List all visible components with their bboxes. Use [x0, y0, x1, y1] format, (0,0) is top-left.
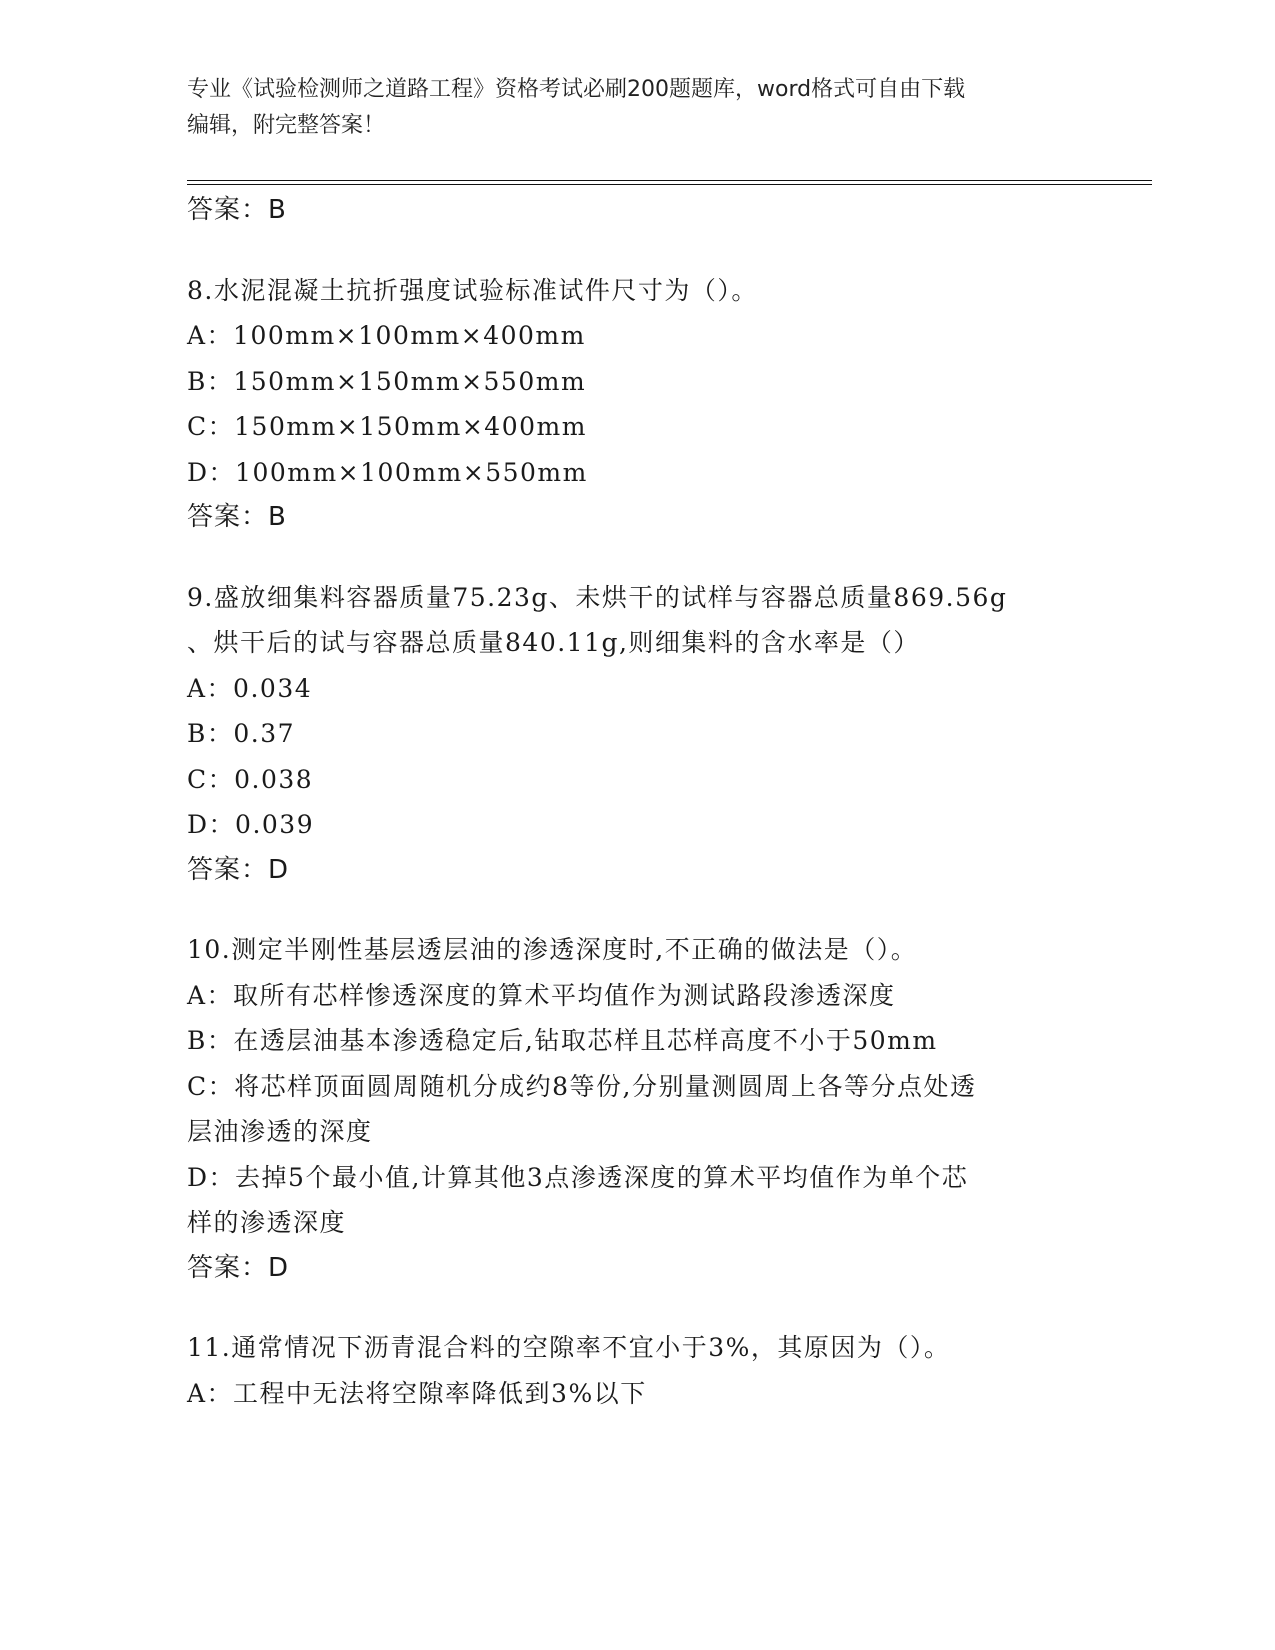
option-b: B：0.37	[187, 719, 296, 748]
option-c-line-1: C：将芯样顶面圆周随机分成约8等份,分别量测圆周上各等分点处透	[187, 1071, 977, 1101]
answer-line: 答案：B	[187, 502, 287, 532]
question-list	[187, 188, 1067, 1416]
question-stem: 8.水泥混凝土抗折强度试验标准试件尺寸为（）。	[187, 275, 758, 305]
spacer	[187, 541, 1067, 575]
spacer	[187, 1291, 1067, 1325]
option-d-line-2: 样的渗透深度	[187, 1208, 347, 1237]
option-b: B：在透层油基本渗透稳定后,钻取芯样且芯样高度不小于50mm	[187, 1026, 938, 1055]
answer-line: 答案：D	[187, 854, 290, 885]
question-stem: 10.测定半刚性基层透层油的渗透深度时,不正确的做法是（）。	[187, 935, 918, 964]
question-11	[187, 1325, 1067, 1416]
header-rule-bottom	[187, 184, 1152, 185]
spacer	[187, 234, 1067, 268]
question-8	[187, 268, 1067, 541]
header-rule-top	[187, 180, 1152, 181]
header-line-1: 专业《试验检测师之道路工程》资格考试必刷200题题库，word格式可自由下载	[187, 77, 966, 102]
option-a: A：100mm×100mm×400mm	[187, 321, 586, 350]
option-c-line-2: 层油渗透的深度	[187, 1117, 373, 1146]
question-stem: 11.通常情况下沥青混合料的空隙率不宜小于3%，其原因为（）。	[187, 1333, 951, 1362]
option-a: A：取所有芯样惨透深度的算术平均值作为测试路段渗透深度	[187, 980, 896, 1010]
question-9	[187, 575, 1067, 894]
option-a: A：0.034	[187, 673, 313, 703]
option-d: D：0.039	[187, 810, 315, 839]
question-stem-line-1: 9.盛放细集料容器质量75.23g、未烘干的试样与容器总质量869.56g	[187, 582, 1008, 612]
option-d-line-1: D：去掉5个最小值,计算其他3点渗透深度的算术平均值作为单个芯	[187, 1162, 969, 1192]
option-d: D：100mm×100mm×550mm	[187, 457, 588, 487]
option-a: A：工程中无法将空隙率降低到3%以下	[187, 1378, 647, 1408]
option-c: C：0.038	[187, 764, 314, 794]
answer-line: 答案：B	[187, 195, 287, 225]
spacer	[187, 893, 1067, 927]
question-stem-line-2: 、烘干后的试与容器总质量840.11g,则细集料的含水率是（）	[187, 628, 920, 657]
header-line-2: 编辑，附完整答案！	[187, 113, 386, 138]
page-header	[187, 72, 1067, 144]
question-10	[187, 927, 1067, 1291]
option-b: B：150mm×150mm×550mm	[187, 366, 587, 396]
option-c: C：150mm×150mm×400mm	[187, 412, 587, 441]
answer-line: 答案：D	[187, 1252, 290, 1283]
